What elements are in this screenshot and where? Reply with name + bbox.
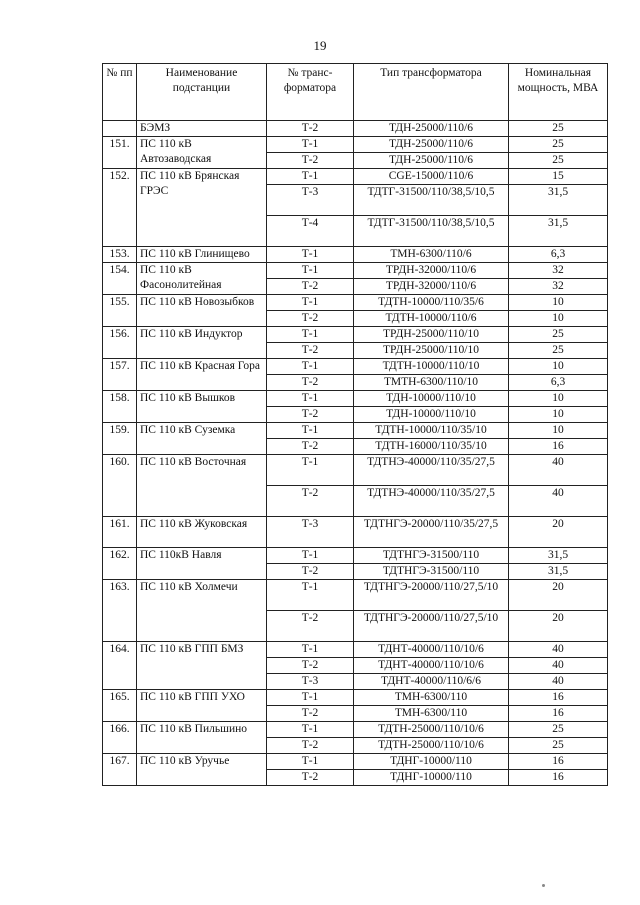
header-nominal-power: Номинальная мощность, МВА <box>509 64 608 121</box>
cell-transformer-type: ТМН-6300/110/6 <box>354 247 509 263</box>
cell-nominal-power: 10 <box>509 359 608 375</box>
cell-transformer-no: Т-2 <box>267 658 354 674</box>
cell-nominal-power: 25 <box>509 343 608 359</box>
cell-transformer-no: Т-1 <box>267 754 354 770</box>
table-row <box>103 137 608 153</box>
cell-transformer-no: Т-1 <box>267 295 354 311</box>
cell-substation-name: ПС 110 кВ Пильшино <box>137 722 267 754</box>
table-row <box>103 642 608 658</box>
cell-transformer-type: ТМН-6300/110 <box>354 690 509 706</box>
cell-transformer-no: Т-1 <box>267 263 354 279</box>
cell-nominal-power: 10 <box>509 295 608 311</box>
cell-nominal-power: 25 <box>509 722 608 738</box>
cell-substation-name: ПС 110 кВ Индуктор <box>137 327 267 359</box>
cell-transformer-no: Т-1 <box>267 580 354 611</box>
cell-substation-name: ПС 110 кВ Суземка <box>137 423 267 455</box>
cell-nominal-power: 15 <box>509 169 608 185</box>
table-row <box>103 327 608 343</box>
cell-num: 159. <box>103 423 137 455</box>
table-row <box>103 517 608 548</box>
cell-num: 165. <box>103 690 137 722</box>
cell-nominal-power: 25 <box>509 738 608 754</box>
cell-nominal-power: 20 <box>509 611 608 642</box>
cell-transformer-no: Т-1 <box>267 359 354 375</box>
cell-transformer-no: Т-1 <box>267 423 354 439</box>
cell-nominal-power: 6,3 <box>509 247 608 263</box>
cell-transformer-no: Т-1 <box>267 455 354 486</box>
scan-speck <box>542 884 545 887</box>
cell-nominal-power: 31,5 <box>509 548 608 564</box>
table-row <box>103 169 608 185</box>
cell-nominal-power: 10 <box>509 311 608 327</box>
cell-transformer-type: ТДНТ-40000/110/10/6 <box>354 642 509 658</box>
cell-transformer-type: ТДТН-10000/110/35/6 <box>354 295 509 311</box>
cell-transformer-type: ТДН-25000/110/6 <box>354 153 509 169</box>
cell-transformer-no: Т-2 <box>267 770 354 786</box>
cell-substation-name: ПС 110 кВ Автозаводская <box>137 137 267 169</box>
cell-transformer-no: Т-2 <box>267 407 354 423</box>
table-row <box>103 263 608 279</box>
cell-num: 163. <box>103 580 137 642</box>
cell-transformer-type: ТДТНГЭ-20000/110/35/27,5 <box>354 517 509 548</box>
cell-nominal-power: 40 <box>509 674 608 690</box>
cell-nominal-power: 16 <box>509 706 608 722</box>
cell-substation-name: ПС 110 кВ Уручье <box>137 754 267 786</box>
cell-nominal-power: 25 <box>509 327 608 343</box>
table-body <box>103 121 608 786</box>
cell-nominal-power: 40 <box>509 455 608 486</box>
cell-nominal-power: 32 <box>509 279 608 295</box>
cell-transformer-no: Т-3 <box>267 674 354 690</box>
cell-transformer-no: Т-4 <box>267 216 354 247</box>
cell-transformer-type: ТДТН-10000/110/35/10 <box>354 423 509 439</box>
table-row <box>103 455 608 486</box>
cell-transformer-no: Т-1 <box>267 642 354 658</box>
cell-num: 157. <box>103 359 137 391</box>
cell-transformer-no: Т-2 <box>267 706 354 722</box>
cell-nominal-power: 32 <box>509 263 608 279</box>
substation-table <box>102 63 608 786</box>
cell-substation-name: ПС 110кВ Навля <box>137 548 267 580</box>
cell-transformer-type: ТДТНЭ-40000/110/35/27,5 <box>354 455 509 486</box>
cell-nominal-power: 16 <box>509 770 608 786</box>
cell-transformer-type: ТДНГ-10000/110 <box>354 770 509 786</box>
cell-transformer-no: Т-2 <box>267 153 354 169</box>
header-num: № пп <box>103 64 137 121</box>
cell-substation-name: ПС 110 кВ Фасонолитейная <box>137 263 267 295</box>
cell-transformer-type: ТДТН-10000/110/10 <box>354 359 509 375</box>
cell-transformer-type: ТРДН-32000/110/6 <box>354 279 509 295</box>
cell-transformer-no: Т-1 <box>267 169 354 185</box>
cell-transformer-no: Т-1 <box>267 327 354 343</box>
header-name: Наименование подстанции <box>137 64 267 121</box>
cell-num: 166. <box>103 722 137 754</box>
table-row <box>103 295 608 311</box>
cell-nominal-power: 40 <box>509 658 608 674</box>
cell-nominal-power: 40 <box>509 642 608 658</box>
cell-transformer-type: ТДТНГЭ-20000/110/27,5/10 <box>354 580 509 611</box>
cell-substation-name: БЭМЗ <box>137 121 267 137</box>
cell-transformer-type: ТДТН-25000/110/10/6 <box>354 738 509 754</box>
cell-num: 153. <box>103 247 137 263</box>
table-row <box>103 722 608 738</box>
cell-num: 152. <box>103 169 137 247</box>
cell-nominal-power: 10 <box>509 423 608 439</box>
table-row <box>103 580 608 611</box>
cell-num: 167. <box>103 754 137 786</box>
cell-transformer-type: ТРДН-25000/110/10 <box>354 343 509 359</box>
cell-nominal-power: 10 <box>509 407 608 423</box>
cell-num: 155. <box>103 295 137 327</box>
cell-transformer-type: ТДТН-25000/110/10/6 <box>354 722 509 738</box>
cell-transformer-type: ТДТНЭ-40000/110/35/27,5 <box>354 486 509 517</box>
cell-num: 164. <box>103 642 137 690</box>
cell-transformer-no: Т-1 <box>267 247 354 263</box>
cell-transformer-type: ТДТН-10000/110/6 <box>354 311 509 327</box>
cell-num: 160. <box>103 455 137 517</box>
cell-nominal-power: 25 <box>509 137 608 153</box>
cell-transformer-no: Т-2 <box>267 486 354 517</box>
cell-num: 156. <box>103 327 137 359</box>
page-number: 19 <box>313 38 327 53</box>
header-transformer-type: Тип трансформатора <box>354 64 509 121</box>
cell-transformer-type: ТДНГ-10000/110 <box>354 754 509 770</box>
cell-nominal-power: 25 <box>509 121 608 137</box>
cell-substation-name: ПС 110 кВ ГПП БМЗ <box>137 642 267 690</box>
cell-transformer-no: Т-3 <box>267 517 354 548</box>
cell-nominal-power: 31,5 <box>509 564 608 580</box>
cell-transformer-type: ТДНТ-40000/110/6/6 <box>354 674 509 690</box>
cell-transformer-no: Т-2 <box>267 311 354 327</box>
cell-nominal-power: 31,5 <box>509 185 608 216</box>
cell-transformer-type: ТДТНГЭ-31500/110 <box>354 564 509 580</box>
cell-transformer-type: ТМТН-6300/110/10 <box>354 375 509 391</box>
cell-transformer-no: Т-2 <box>267 279 354 295</box>
cell-transformer-no: Т-1 <box>267 391 354 407</box>
cell-substation-name: ПС 110 кВ Вышков <box>137 391 267 423</box>
cell-transformer-no: Т-2 <box>267 439 354 455</box>
cell-substation-name: ПС 110 кВ Брянская ГРЭС <box>137 169 267 247</box>
cell-nominal-power: 16 <box>509 690 608 706</box>
cell-transformer-no: Т-1 <box>267 690 354 706</box>
cell-substation-name: ПС 110 кВ ГПП УХО <box>137 690 267 722</box>
cell-transformer-type: ТДТГ-31500/110/38,5/10,5 <box>354 216 509 247</box>
cell-transformer-type: ТДН-25000/110/6 <box>354 121 509 137</box>
cell-transformer-no: Т-2 <box>267 343 354 359</box>
table-row <box>103 690 608 706</box>
cell-substation-name: ПС 110 кВ Холмечи <box>137 580 267 642</box>
cell-nominal-power: 20 <box>509 517 608 548</box>
cell-nominal-power: 16 <box>509 754 608 770</box>
cell-nominal-power: 10 <box>509 391 608 407</box>
cell-transformer-type: ТДН-10000/110/10 <box>354 407 509 423</box>
cell-transformer-type: ТДН-10000/110/10 <box>354 391 509 407</box>
cell-transformer-type: СGЕ-15000/110/6 <box>354 169 509 185</box>
cell-num: 158. <box>103 391 137 423</box>
cell-transformer-type: ТРДН-25000/110/10 <box>354 327 509 343</box>
cell-transformer-type: ТДНТ-40000/110/10/6 <box>354 658 509 674</box>
table-header-row <box>103 64 608 121</box>
table-row <box>103 121 608 137</box>
cell-transformer-type: ТДТНГЭ-20000/110/27,5/10 <box>354 611 509 642</box>
cell-transformer-type: ТДТГ-31500/110/38,5/10,5 <box>354 185 509 216</box>
cell-num <box>103 121 137 137</box>
cell-nominal-power: 16 <box>509 439 608 455</box>
cell-transformer-type: ТДТН-16000/110/35/10 <box>354 439 509 455</box>
cell-transformer-type: ТДН-25000/110/6 <box>354 137 509 153</box>
table-row <box>103 548 608 564</box>
table-row <box>103 754 608 770</box>
table-row <box>103 391 608 407</box>
cell-transformer-no: Т-2 <box>267 121 354 137</box>
cell-substation-name: ПС 110 кВ Новозыбков <box>137 295 267 327</box>
cell-nominal-power: 6,3 <box>509 375 608 391</box>
cell-transformer-type: ТМН-6300/110 <box>354 706 509 722</box>
cell-transformer-no: Т-1 <box>267 722 354 738</box>
cell-substation-name: ПС 110 кВ Красная Гора <box>137 359 267 391</box>
cell-transformer-type: ТДТНГЭ-31500/110 <box>354 548 509 564</box>
header-transformer-no: № транс-форматора <box>267 64 354 121</box>
cell-num: 151. <box>103 137 137 169</box>
cell-num: 161. <box>103 517 137 548</box>
cell-transformer-no: Т-3 <box>267 185 354 216</box>
cell-transformer-no: Т-1 <box>267 137 354 153</box>
cell-nominal-power: 25 <box>509 153 608 169</box>
cell-transformer-no: Т-1 <box>267 548 354 564</box>
cell-substation-name: ПС 110 кВ Жуковская <box>137 517 267 548</box>
cell-nominal-power: 40 <box>509 486 608 517</box>
cell-substation-name: ПС 110 кВ Восточная <box>137 455 267 517</box>
cell-num: 154. <box>103 263 137 295</box>
cell-transformer-no: Т-2 <box>267 611 354 642</box>
cell-transformer-no: Т-2 <box>267 375 354 391</box>
table-row <box>103 359 608 375</box>
cell-transformer-no: Т-2 <box>267 564 354 580</box>
cell-num: 162. <box>103 548 137 580</box>
cell-transformer-no: Т-2 <box>267 738 354 754</box>
table-row <box>103 423 608 439</box>
cell-substation-name: ПС 110 кВ Глинищево <box>137 247 267 263</box>
cell-nominal-power: 20 <box>509 580 608 611</box>
cell-transformer-type: ТРДН-32000/110/6 <box>354 263 509 279</box>
table-row <box>103 247 608 263</box>
cell-nominal-power: 31,5 <box>509 216 608 247</box>
